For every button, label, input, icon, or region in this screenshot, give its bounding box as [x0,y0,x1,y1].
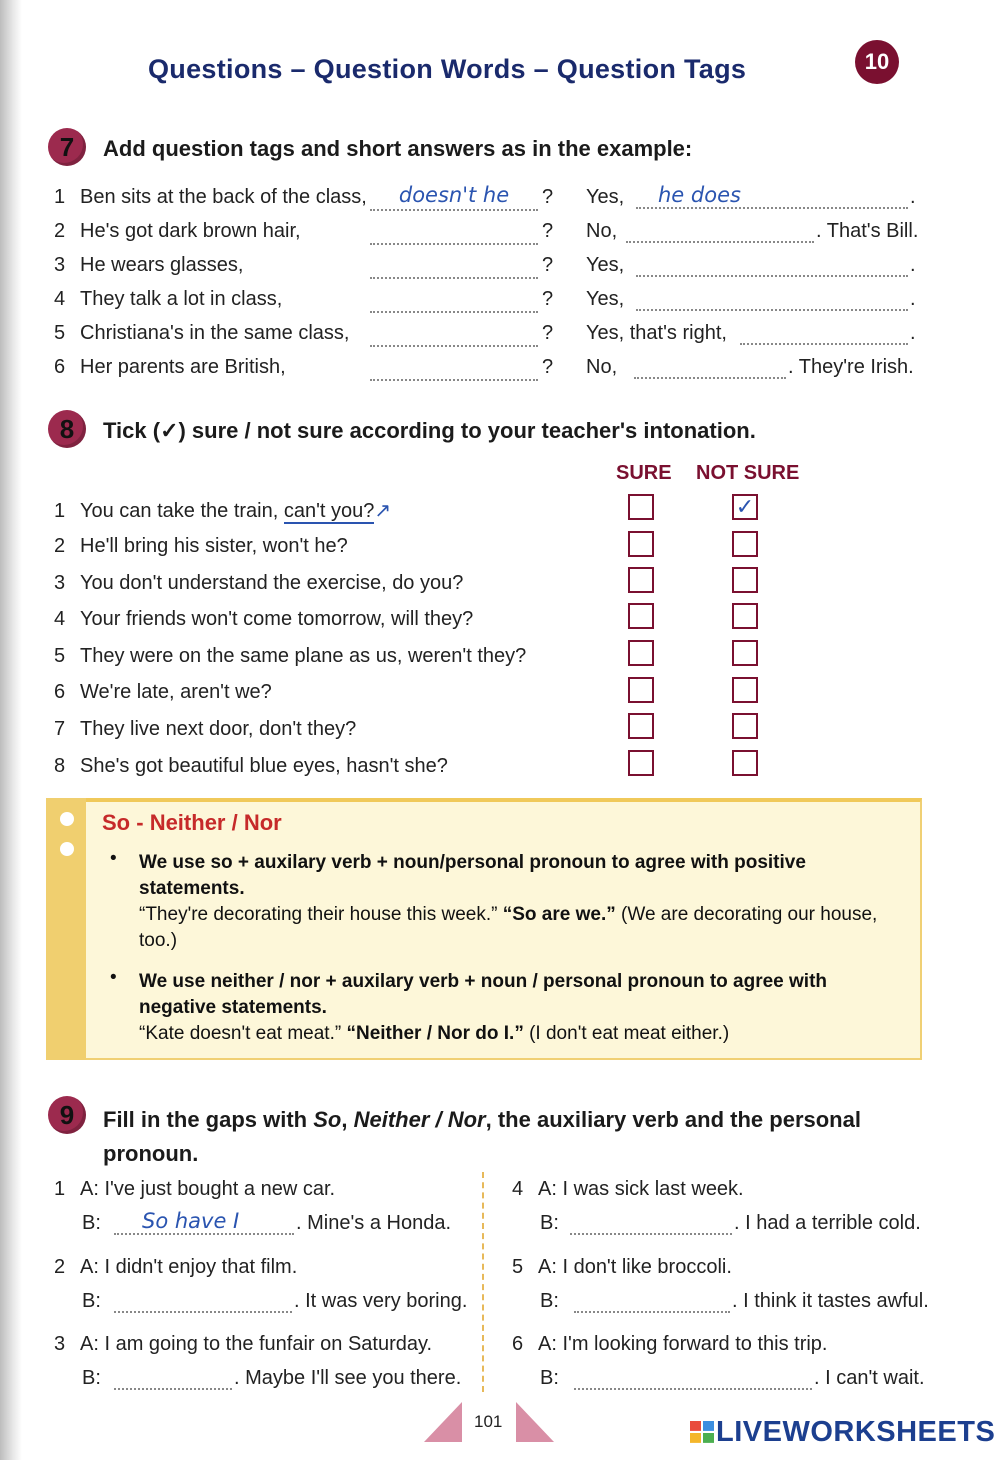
exercise-7-badge: 7 [48,128,86,166]
statement-text: She's got beautiful blue eyes, hasn't she? [80,755,448,777]
checkbox-sure[interactable] [628,640,654,666]
checkbox-sure[interactable] [628,494,654,520]
brand-text: LIVEWORKSHEETS [716,1416,996,1448]
statement-text: You can take the train, [80,500,279,522]
short-answer-suffix: . They're Irish. [788,356,914,378]
page-number-decoration [424,1402,462,1442]
speaker-b-rest: . It was very boring. [294,1290,468,1312]
tag-answer-field[interactable] [370,319,538,347]
dialogue-line-a [54,1256,297,1279]
tag-answer-field[interactable] [370,353,538,381]
item-number: 2 [54,1256,66,1278]
grammar-rule-neither-text: We use neither / nor + auxilary verb + noun / personal pronoun to agree with negative statements. [139,971,828,1018]
grammar-rule-so [139,850,879,954]
question-mark: ? [542,220,554,242]
item-number: 2 [54,220,66,242]
item-number: 1 [54,500,66,522]
logo-icon [690,1421,714,1443]
instruction-part: , the auxiliary verb and the personal [485,1107,861,1132]
item-number: 3 [54,1333,66,1355]
question-stem: Christiana's in the same class, [80,322,350,344]
dialogue-line-a [512,1333,827,1356]
speaker-b-label: B: [540,1212,559,1234]
speaker-b-rest: . I can't wait. [814,1367,925,1389]
question-row [54,356,286,379]
question-stem: He's got dark brown hair, [80,220,301,242]
speaker-a-text: A: I've just bought a new car. [80,1178,336,1200]
item-number: 3 [54,254,66,276]
short-answer-prefix: No, [586,356,618,378]
exercise-9-badge: 9 [48,1096,86,1134]
item-number: 5 [54,645,66,667]
statement-row [54,718,356,741]
short-answer-prefix: Yes, [586,288,625,310]
short-answer-suffix: . [910,186,916,208]
grammar-rule-so-text: We use so + auxilary verb + noun/personal pronoun to agree with positive statements. [139,852,806,899]
instruction-so: So [313,1107,342,1132]
question-row [54,322,349,345]
short-answer-prefix: Yes, [586,254,625,276]
tag-answer-field[interactable] [370,183,538,211]
column-header-not-sure: NOT SURE [696,462,800,484]
short-answer-suffix: . [910,288,916,310]
exercise-7-instruction: Add question tags and short answers as in the example: [103,136,693,161]
short-answer-prefix: Yes, that's right, [586,322,727,344]
grammar-box-strip [46,798,86,1060]
speaker-b-label: B: [82,1212,101,1234]
answer-gap-field[interactable] [574,1287,730,1313]
short-answer-field[interactable] [636,285,908,311]
question-stem: They talk a lot in class, [80,288,283,310]
decorative-dot [60,842,74,856]
speaker-b-rest: . Maybe I'll see you there. [234,1367,462,1389]
statement-text: They live next door, don't they? [80,718,357,740]
rising-intonation-arrow-icon: ↗ [374,500,392,522]
speaker-b-label: B: [82,1290,101,1312]
question-mark: ? [542,186,554,208]
statement-row [54,572,463,595]
statement-row [54,755,448,778]
unit-badge: 10 [855,40,899,84]
item-number: 2 [54,535,66,557]
page-number-decoration [516,1402,554,1442]
bullet-icon: • [110,967,117,988]
page-number: 101 [474,1412,503,1431]
grammar-example-explanation: (We are decorating our house, too.) [139,904,878,951]
column-header-sure: SURE [616,462,672,484]
item-number: 7 [54,718,66,740]
checkbox-not-sure[interactable] [732,713,758,739]
item-number: 1 [54,186,66,208]
checkbox-not-sure[interactable] [732,531,758,557]
speaker-a-text: A: I'm looking forward to this trip. [538,1333,828,1355]
grammar-title-so: So [102,810,131,835]
liveworksheets-logo [690,1416,995,1449]
short-answer-prefix: Yes, [586,186,625,208]
speaker-b-rest: . I think it tastes awful. [732,1290,929,1312]
question-row [54,220,301,243]
checkbox-not-sure[interactable]: ✓ [732,494,758,520]
short-answer-suffix: . That's Bill. [816,220,919,242]
statement-row [54,681,272,704]
question-tag-underlined: can't you? [283,500,375,522]
column-divider [482,1172,484,1392]
checkbox-not-sure[interactable] [732,750,758,776]
checkbox-not-sure[interactable] [732,567,758,593]
instruction-part: pronoun. [103,1141,199,1166]
statement-row [54,645,526,668]
exercise-9-instruction [103,1103,903,1171]
speaker-b-label: B: [540,1367,559,1389]
speaker-a-text: A: I was sick last week. [538,1178,744,1200]
tag-answer-field[interactable] [370,251,538,279]
item-number: 3 [54,572,66,594]
answer-gap-field[interactable] [574,1364,812,1390]
answer-gap-field[interactable] [114,1364,232,1390]
answer-gap-field[interactable] [114,1209,294,1235]
speaker-a-text: A: I didn't enjoy that film. [80,1256,298,1278]
short-answer-suffix: . [910,254,916,276]
checkbox-sure[interactable] [628,531,654,557]
checkbox-sure[interactable] [628,603,654,629]
question-mark: ? [542,288,554,310]
instruction-part: , [341,1107,354,1132]
page-title: Questions – Question Words – Question Tags [148,54,747,84]
grammar-example-quote: “Kate doesn't eat meat.” [139,1023,342,1044]
grammar-box-title [102,810,282,836]
statement-text: We're late, aren't we? [80,681,272,703]
instruction-neither-nor: Neither / Nor [353,1107,486,1132]
item-number: 6 [54,681,66,703]
tag-answer-field[interactable] [370,285,538,313]
checkbox-not-sure[interactable] [732,603,758,629]
checkbox-sure[interactable] [628,713,654,739]
speaker-b-label: B: [82,1367,101,1389]
short-answer-field[interactable] [634,353,786,379]
grammar-example-quote: “They're decorating their house this week.” [139,904,498,925]
tag-answer-text: doesn't he [398,183,510,207]
statement-text: He'll bring his sister, won't he? [80,535,348,557]
dialogue-line-a [512,1256,732,1279]
short-answer-text: he does [658,183,741,207]
grammar-example-explanation: (I don't eat meat either.) [529,1023,730,1044]
speaker-a-text: A: I don't like broccoli. [538,1256,732,1278]
item-number: 6 [512,1333,524,1355]
checkbox-not-sure[interactable] [732,677,758,703]
speaker-b-label: B: [540,1290,559,1312]
item-number: 5 [54,322,66,344]
item-number: 1 [54,1178,66,1200]
bullet-icon: • [110,848,117,869]
exercise-8-badge: 8 [48,410,86,448]
speaker-a-text: A: I am going to the funfair on Saturday. [80,1333,433,1355]
question-stem: Ben sits at the back of the class, [80,186,367,208]
item-number: 5 [512,1256,524,1278]
speaker-b-rest: . Mine's a Honda. [296,1212,452,1234]
item-number: 4 [54,288,66,310]
checkbox-sure[interactable] [628,567,654,593]
checkbox-not-sure[interactable] [732,640,758,666]
statement-text: You don't understand the exercise, do you? [80,572,464,594]
answer-gap-field[interactable] [114,1287,292,1313]
statement-row [54,535,348,558]
grammar-title-neither-nor: Neither / Nor [149,810,282,835]
answer-gap-field[interactable] [570,1209,732,1235]
checkbox-sure[interactable] [628,677,654,703]
question-mark: ? [542,322,554,344]
question-mark: ? [542,356,554,378]
tag-answer-field[interactable] [370,217,538,245]
grammar-title-separator: - [130,810,150,835]
question-row [54,288,282,311]
question-row [54,186,367,209]
dialogue-line-a [512,1178,744,1201]
item-number: 6 [54,356,66,378]
short-answer-field[interactable] [626,217,814,243]
statement-text: Your friends won't come tomorrow, will they? [80,608,474,630]
book-spine-shadow [0,0,22,1460]
instruction-part: Fill in the gaps with [103,1107,314,1132]
question-stem: He wears glasses, [80,254,244,276]
question-stem: Her parents are British, [80,356,286,378]
short-answer-suffix: . [910,322,916,344]
short-answer-prefix: No, [586,220,618,242]
question-mark: ? [542,254,554,276]
short-answer-field[interactable] [636,183,908,209]
checkbox-sure[interactable] [628,750,654,776]
exercise-8-instruction: Tick (✓) sure / not sure according to your teacher's intonation. [103,418,756,443]
item-number: 4 [512,1178,524,1200]
dialogue-line-a [54,1333,432,1356]
decorative-dot [60,812,74,826]
grammar-example-answer: “Neither / Nor do I.” [346,1023,524,1044]
dialogue-line-a [54,1178,335,1201]
grammar-rule-neither [139,969,899,1047]
item-number: 4 [54,608,66,630]
short-answer-field[interactable] [740,319,908,345]
question-row [54,254,243,277]
answer-gap-text: So have I [142,1209,240,1233]
statement-row [54,498,391,523]
grammar-example-answer: “So are we.” [502,904,616,925]
statement-text: They were on the same plane as us, weren't they? [80,645,527,667]
statement-row [54,608,473,631]
speaker-b-rest: . I had a terrible cold. [734,1212,921,1234]
short-answer-field[interactable] [636,251,908,277]
item-number: 8 [54,755,66,777]
